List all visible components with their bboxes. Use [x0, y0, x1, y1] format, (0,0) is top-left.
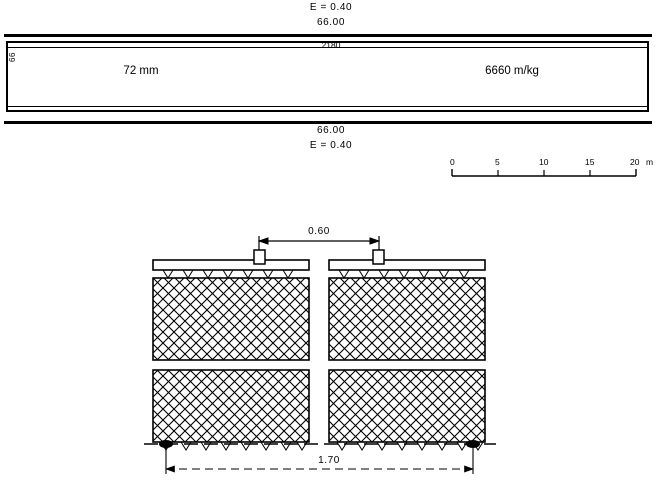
cross-section-drawing	[130, 222, 530, 482]
elevation-bottom-modulus-label: E = 0.40	[309, 140, 353, 151]
scale-bar-graphic	[450, 158, 650, 184]
scale-tick-label-10: 10	[539, 157, 549, 167]
elevation-span-label: 2180	[321, 40, 341, 50]
elevation-vertical-label: 66	[8, 52, 17, 62]
girder-inner-bottom-line	[8, 106, 647, 107]
scale-unit-label: m	[646, 157, 654, 167]
elevation-drawing	[0, 0, 663, 160]
scale-tick-label-5: 5	[495, 157, 500, 167]
elevation-right-value: 6660 m/kg	[485, 65, 539, 77]
scale-bar	[450, 157, 654, 184]
elevation-top-value-label: 66.00	[316, 17, 346, 28]
elevation-top-modulus-label: E = 0.40	[309, 2, 353, 13]
cross-section-graphic	[130, 222, 530, 482]
elevation-bottom-value-label: 66.00	[316, 125, 346, 136]
section-top-dimension-label: 0.60	[308, 226, 330, 237]
top-flange-line	[4, 34, 652, 37]
elevation-left-value: 72 mm	[123, 65, 159, 77]
scale-tick-label-20: 20	[630, 157, 640, 167]
girder-box	[6, 41, 649, 112]
section-bottom-dimension-label: 1.70	[318, 455, 340, 466]
bottom-flange-line	[4, 121, 652, 124]
scale-tick-label-0: 0	[450, 157, 455, 167]
scale-tick-label-15: 15	[585, 157, 595, 167]
